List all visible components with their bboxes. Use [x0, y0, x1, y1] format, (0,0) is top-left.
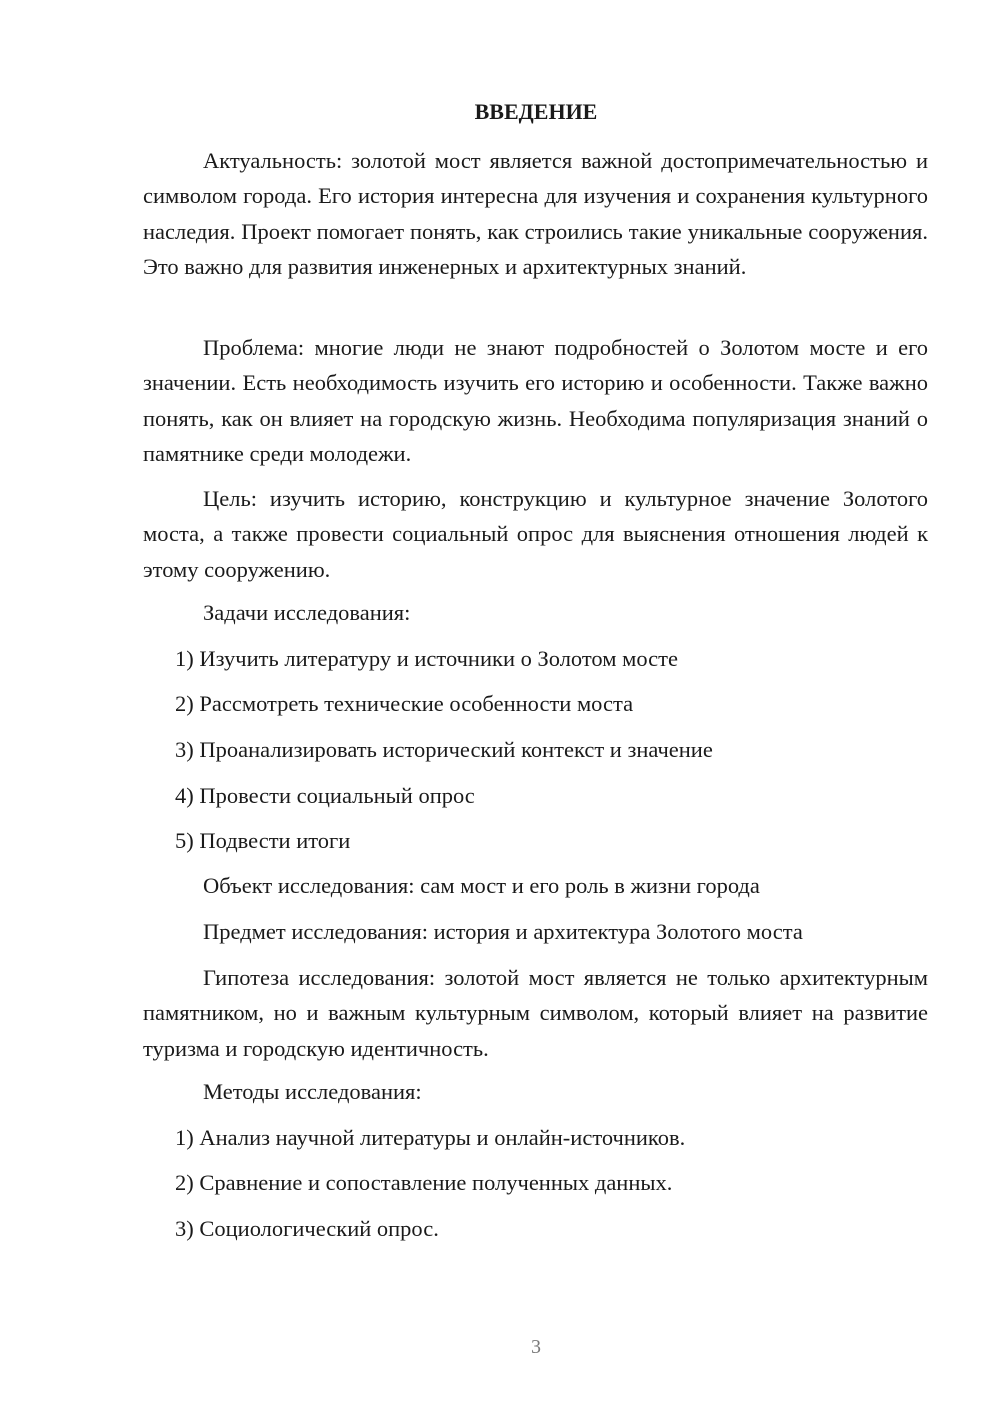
hypothesis-paragraph: Гипотеза исследования: золотой мост является не только архитектурным памятником, но и важным культурным символом, который влияет на развитие туризма и городскую идентичность.: [143, 965, 928, 1061]
list-item: 4) Провести социальный опрос: [175, 783, 475, 808]
research-object: Объект исследования: сам мост и его роль в жизни города: [203, 873, 760, 898]
list-item: 3) Социологический опрос.: [175, 1216, 439, 1241]
research-subject: Предмет исследования: история и архитектура Золотого моста: [203, 919, 803, 944]
list-item: 1) Изучить литературу и источники о Золотом мосте: [175, 646, 678, 671]
tasks-heading: Задачи исследования:: [203, 600, 411, 625]
relevance-paragraph: Актуальность: золотой мост является важной достопримечательностью и символом города. Его история интересна для изучения и сохранения культурного наследия. Проект помогает понять, как строились такие уникальные сооружения. Это важно для развития инженерных и архитектурных знаний.: [143, 148, 928, 280]
page-title: ВВЕДЕНИЕ: [474, 99, 598, 124]
list-item: 1) Анализ научной литературы и онлайн-источников.: [175, 1125, 686, 1150]
list-item: 5) Подвести итоги: [175, 828, 351, 853]
methods-heading: Методы исследования:: [203, 1079, 422, 1104]
list-item: 2) Рассмотреть технические особенности моста: [175, 691, 634, 716]
goal-paragraph: Цель: изучить историю, конструкцию и культурное значение Золотого моста, а также провести социальный опрос для выяснения отношения людей к этому сооружению.: [143, 486, 928, 582]
list-item: 2) Сравнение и сопоставление полученных данных.: [175, 1170, 673, 1195]
list-item: 3) Проанализировать исторический контекст и значение: [175, 737, 713, 762]
problem-paragraph: Проблема: многие люди не знают подробностей о Золотом мосте и его значении. Есть необходимость изучить его историю и особенности. Также важно понять, как он влияет на городскую жизнь. Необходима популяризация знаний о памятнике среди молодежи.: [143, 335, 928, 467]
page-number: 3: [531, 1336, 541, 1358]
